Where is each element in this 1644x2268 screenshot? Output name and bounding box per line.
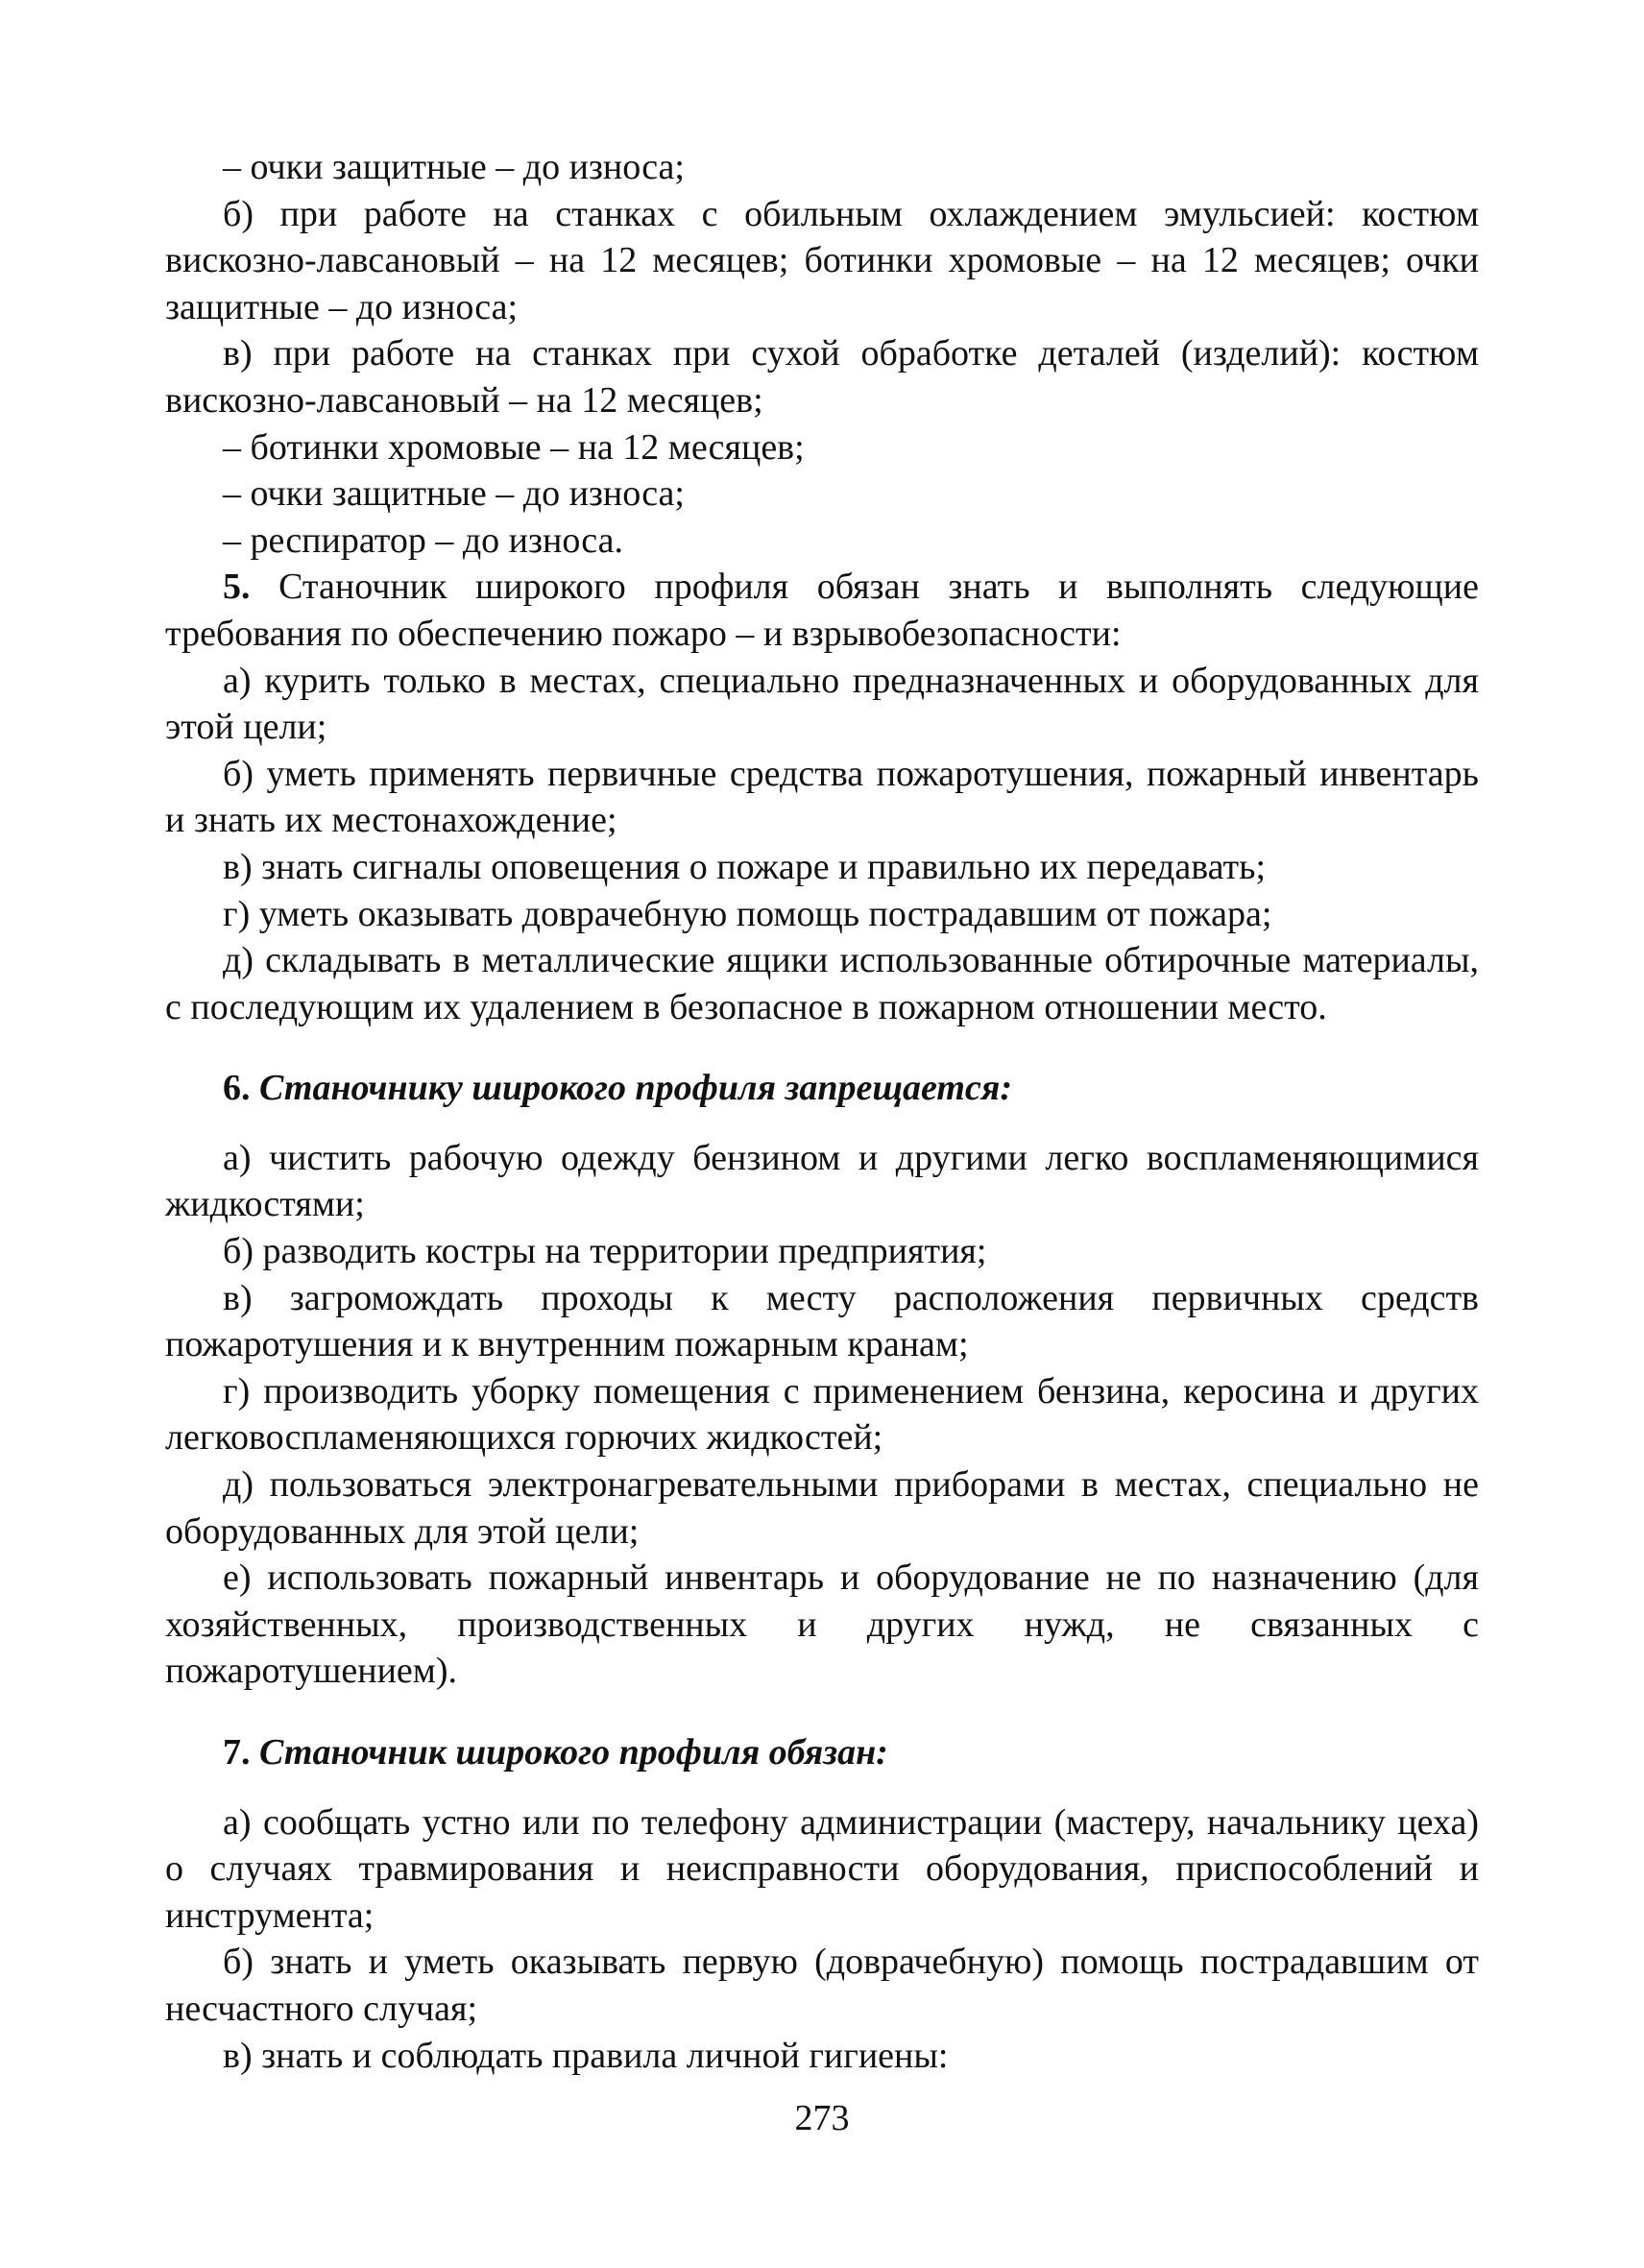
section-6-item: г) производить уборку помещения с применением бензина, керосина и других легковоспламеняющихся горючих жидкостей; bbox=[165, 1370, 1479, 1459]
paragraph-respirator: – респиратор – до износа. bbox=[223, 519, 623, 561]
section-7-item: а) сообщать устно или по телефону администрации (мастеру, начальнику цеха) о случаях травмирования и неисправности оборудования, приспособлений и инструмента; bbox=[165, 1801, 1479, 1936]
paragraph-glasses: – очки защитные – до износа; bbox=[223, 147, 685, 187]
section-7-heading bbox=[165, 1729, 1479, 1776]
section-5-item: а) курить только в местах, специально предназначенных и оборудованных для этой цели; bbox=[165, 660, 1479, 748]
section-7-item: б) знать и уметь оказывать первую (доврачебную) помощь пострадавшим от несчастного случая; bbox=[165, 1942, 1479, 2029]
section-5-item: б) уметь применять первичные средства пожаротушения, пожарный инвентарь и знать их местонахождение; bbox=[165, 753, 1479, 841]
section-6-heading bbox=[165, 1065, 1479, 1112]
section-5-number: 5. bbox=[223, 567, 251, 608]
section-6-title: Станочнику широкого профиля запрещается: bbox=[259, 1068, 1013, 1109]
section-6-item: д) пользоваться электронагревательными приборами в местах, специально не оборудованных для этой цели; bbox=[165, 1464, 1479, 1552]
section-7-title: Станочник широкого профиля обязан: bbox=[259, 1732, 888, 1773]
section-6-item: в) загромождать проходы к месту расположения первичных средств пожаротушения и к внутренним пожарным кранам; bbox=[165, 1277, 1479, 1365]
section-5-item: г) уметь оказывать доврачебную помощь пострадавшим от пожара; bbox=[223, 893, 1272, 934]
page-number: 273 bbox=[794, 2098, 850, 2138]
body-text bbox=[165, 144, 1479, 2079]
paragraph-emulsion-machines: б) при работе на станках с обильным охлаждением эмульсией: костюм вискозно-лавсановый – на 12 месяцев; ботинки хромовые – на 12 месяцев; очки защитные – до износа; bbox=[165, 193, 1479, 327]
section-6-item: а) чистить рабочую одежду бензином и другими легко воспламеняющимися жидкостями; bbox=[165, 1137, 1479, 1225]
section-5-item: в) знать сигналы оповещения о пожаре и правильно их передавать; bbox=[223, 846, 1267, 887]
section-7-item: в) знать и соблюдать правила личной гигиены: bbox=[223, 2035, 949, 2076]
section-5-item: д) складывать в металлические ящики использованные обтирочные материалы, с последующим их удалением в безопасное в пожарном отношении место. bbox=[165, 940, 1479, 1027]
paragraph-glasses-2: – очки защитные – до износа; bbox=[223, 473, 685, 515]
section-5-text: Станочник широкого профиля обязан знать и выполнять следующие требования по обеспечению пожаро – и взрывобезопасности: bbox=[165, 567, 1479, 654]
section-6-item: б) разводить костры на территории предприятия; bbox=[223, 1231, 987, 1272]
paragraph-dry-machining: в) при работе на станках при сухой обработке деталей (изделий): костюм вискозно-лавсановый – на 12 месяцев; bbox=[165, 333, 1479, 421]
section-6-number: 6. bbox=[223, 1068, 251, 1109]
section-5-intro bbox=[165, 564, 1479, 657]
section-7-number: 7. bbox=[223, 1732, 251, 1773]
paragraph-boots: – ботинки хромовые – на 12 месяцев; bbox=[223, 426, 805, 468]
section-6-item: е) использовать пожарный инвентарь и оборудование не по назначению (для хозяйственных, производственных и других нужд, не связанных с пожаротушением). bbox=[165, 1557, 1479, 1692]
